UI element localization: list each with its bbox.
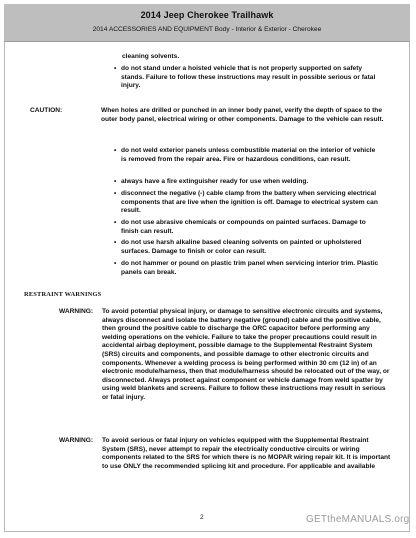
document-title: 2014 Jeep Cherokee Trailhawk (140, 10, 274, 20)
page-number: 2 (200, 514, 204, 521)
section-heading: RESTRAINT WARNINGS (24, 291, 102, 298)
bullet-icon: • (114, 190, 117, 197)
document-header (4, 4, 410, 42)
document-subtitle: 2014 ACCESSORIES AND EQUIPMENT Body - Interior & Exterior - Cherokee (92, 26, 322, 33)
continued-text: cleaning solvents. (122, 53, 180, 60)
list-item-text: do not stand under a hoisted vehicle that is not properly supported on safety stands. Failure to follow these instructions may result in possible serious or fatal injury. (121, 65, 376, 90)
list-item-text: do not hammer or pound on plastic trim panel when servicing interior trim. Plastic panels can break. (121, 260, 379, 276)
bullet-icon: • (114, 219, 117, 226)
list-item-text: disconnect the negative (-) cable clamp from the battery when servicing electrical components that are live when the ignition is off. Damage to electrical system can result. (121, 190, 378, 215)
list-item-text: do not use abrasive chemicals or compounds on painted surfaces. Damage to finish can result. (121, 219, 366, 235)
warning-text: To avoid serious or fatal injury on vehicles equipped with the Supplemental Restraint System (SRS), never attempt to repair the electrically conductive circuits or wiring components related to the SRS for which there is no MOPAR wiring repair kit. It is important to use ONLY the recommended splicing kit and procedure. For applicable and available (102, 437, 391, 470)
warning-label: WARNING: (59, 308, 94, 315)
caution-label: CAUTION: (30, 107, 63, 114)
list-item-text: do not weld exterior panels unless combustible material on the interior of vehicle is removed from the repair area. Fire or hazardous conditions, can result. (121, 147, 376, 163)
bullet-icon: • (114, 65, 117, 72)
warning-text: To avoid potential physical injury, or damage to sensitive electronic circuits and systems, always disconnect and isolate the battery negative (ground) cable and the positive cable, then ground the positive cable to discharge the ORC capacitor before performing any welding operations on the vehicle. Failure to take the proper precautions could result in accidental airbag deployment, possible damage to the Supplemental Restraint System (SRS) circuits and components, and possible damage to other electronic circuits and components. Whenever a welding process is being performed within 30 cm (12 in) of an electronic module/harness, then that module/harness should be relocated out of the way, or disconnected. Always protect against component or vehicle damage from weld spatter by using weld blankets and screens. Failure to follow these instructions may result in serious or fatal injury. (102, 308, 390, 401)
bullet-icon: • (114, 239, 117, 246)
bullet-icon: • (114, 147, 117, 154)
bullet-icon: • (114, 260, 117, 267)
list-item-text: always have a fire extinguisher ready for use when welding. (121, 178, 309, 185)
warning-label: WARNING: (59, 437, 94, 444)
watermark-logo: GETtheMANUALS.org (306, 514, 410, 525)
caution-text: When holes are drilled or punched in an inner body panel, verify the depth of space to the outer body panel, electrical wiring or other components. Damage to the vehicle can result. (101, 107, 384, 123)
bullet-icon: • (114, 178, 117, 185)
list-item-text: do not use harsh alkaline based cleaning solvents on painted or upholstered surfaces. Damage to finish or color can result. (121, 239, 362, 255)
